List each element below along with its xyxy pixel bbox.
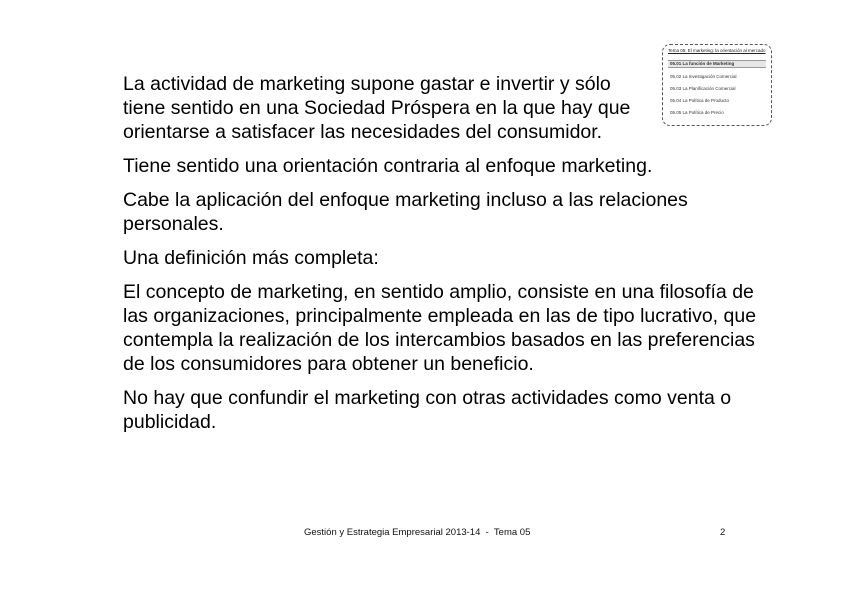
topic-nav-item-2[interactable]: 05.02 La Investigación Comercial [670, 74, 737, 79]
paragraph-2: Tiene sentido una orientación contraria al enfoque marketing. [123, 155, 653, 177]
topic-nav-header[interactable]: Tema 05: El marketing: la orientación al mercado [668, 48, 766, 53]
paragraph-1: La actividad de marketing supone gastar e invertir y sólo tiene sentido en una Sociedad Próspera en la que hay que orientarse a satisfacer las necesidades del consumidor. [123, 73, 631, 143]
page-number: 2 [720, 527, 726, 538]
paragraph-4: Una definición más completa: [123, 247, 379, 269]
paragraph-3: Cabe la aplicación del enfoque marketing incluso a las relaciones personales. [123, 189, 688, 235]
slide-body [123, 72, 763, 444]
paragraph-6: No hay que confundir el marketing con otras actividades como venta o publicidad. [123, 387, 732, 433]
paragraph-5: El concepto de marketing, en sentido amplio, consiste en una filosofía de las organizaciones, principalmente empleada en las de tipo lucrativo, que contempla la realización de los intercambios basados en las preferencias de los consumidores para obtener un beneficio. [123, 281, 757, 375]
topic-nav-item-3[interactable]: 05.03 La Planificación Comercial [670, 86, 736, 91]
topic-navigation-box [662, 44, 772, 126]
footer-course-title: Gestión y Estrategia Empresarial 2013-14 - Tema 05 [304, 527, 531, 538]
topic-nav-item-5[interactable]: 05.05 La Política de Precio [670, 110, 724, 115]
topic-nav-item-1[interactable]: 05.01 La función de Marketing [668, 60, 766, 68]
topic-nav-item-4[interactable]: 05.04 La Política de Producto [670, 98, 730, 103]
